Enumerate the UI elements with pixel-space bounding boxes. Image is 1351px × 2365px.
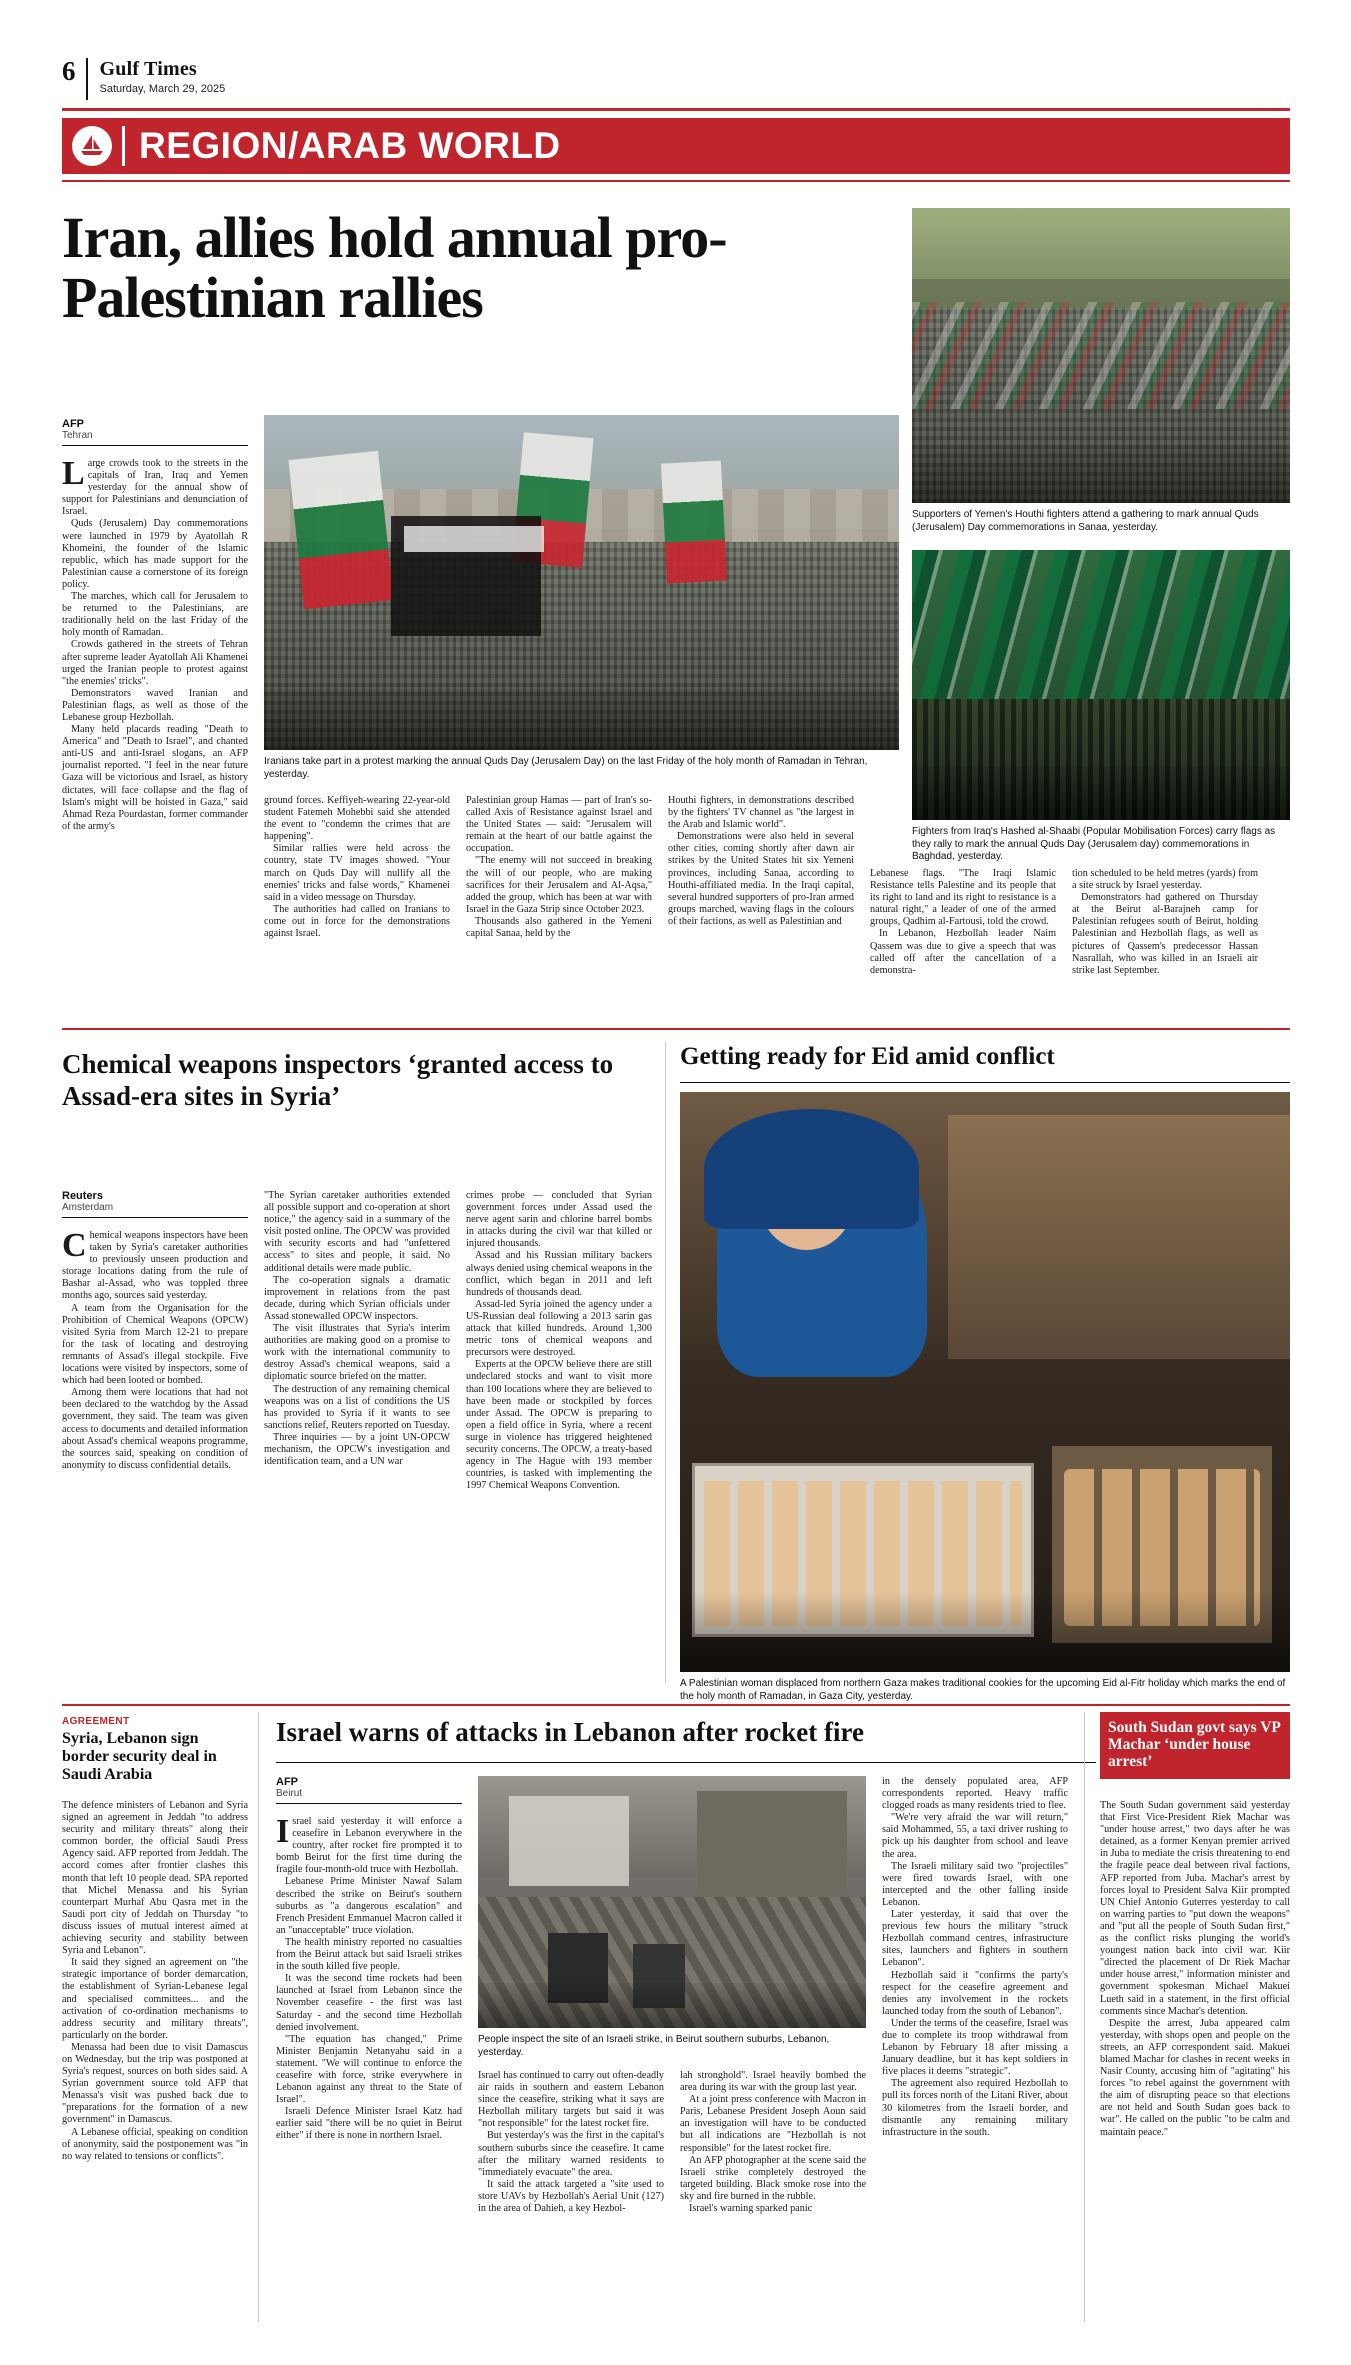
paragraph: "The enemy will not succeed in breaking the will of our people, who are making sacrifices for their Jerusalem and Al-Aqsa," added the group, which has been at war with Israel in the Gaza Strip since October 2023. <box>466 855 652 915</box>
masthead-divider <box>86 58 88 100</box>
lebanon-byline-agency: AFP <box>276 1776 298 1788</box>
paragraph: Quds (Jerusalem) Day commemorations were launched in 1979 by Ayatollah R Khomeini, the founder of the Islamic republic, which has made support for the Palestinian cause a cornerstone of its foreign policy. <box>62 518 248 590</box>
paragraph: Many held placards reading "Death to America" and "Death to Israel", and chanted anti-US and anti-Israel slogans, an AFP journalist reported. "I feel in the near future Gaza will be victorious and Israel, as history dictates, will face collapse and the flag of Islam's might will be hoisted in Gaza," said Ahmad Reza Pourdastan, former commander of the army's <box>62 724 248 832</box>
paragraph: It was the second time rockets had been launched at Israel from Lebanon since the November ceasefire - the first was last Saturday - and the second time Hezbollah denied involvement. <box>276 1973 462 2033</box>
paragraph: Three inquiries — by a joint UN-OPCW mechanism, the OPCW's investigation and identification team, and a UN war <box>264 1431 450 1468</box>
eid-title-rule <box>680 1082 1290 1083</box>
syria-byline <box>62 1190 248 1223</box>
eid-photo-caption: A Palestinian woman displaced from northern Gaza makes traditional cookies for the upcoming Eid al-Fitr holiday which marks the end of the holy month of Ramadan, in Gaza City, yesterday. <box>680 1678 1286 1702</box>
paragraph: The agreement also required Hezbollah to pull its forces north of the Litani River, about 30 kilometres from the Israeli border, and dismantle any remaining military infrastructure in the south. <box>882 2078 1068 2138</box>
paragraph: Similar rallies were held across the country, state TV images showed. "Your march on Quds Day will nullify all the enemies' tricks and false words," Khamenei said in a video message on Thursday. <box>264 843 450 903</box>
paragraph: A team from the Organisation for the Prohibition of Chemical Weapons (OPCW) visited Syria from March 12-21 to prepare for the task of locating and destroying remnants of Assad's illegal stockpile. Five locations were visited by inspectors, some of which had been looted or bombed. <box>62 1302 248 1387</box>
paragraph: The destruction of any remaining chemical weapons was on a list of conditions the US has provided to Syria if it wants to see sanctions relief, Reuters reported on Tuesday. <box>264 1383 450 1431</box>
banner-bottom-rule <box>62 180 1290 182</box>
lead-photo-sanaa <box>912 208 1290 503</box>
paragraph: It said the attack targeted a "site used to store UAVs by Hezbollah's Aerial Unit (127) in the area of Dahieh, a key Hezbol- <box>478 2178 664 2215</box>
lead-photo-sanaa-caption: Supporters of Yemen's Houthi fighters attend a gathering to mark annual Quds (Jerusalem) Day commemorations in Sanaa, yesterday. <box>912 509 1259 533</box>
paragraph: It said they signed an agreement on "the strategic importance of border demarcation, the establishment of Syrian-Lebanese legal and specialised committees... and the activation of co-ordination mechanisms to address security and military threats", particularly on the border. <box>62 1957 248 2041</box>
paragraph: Chemical weapons inspectors have been taken by Syria's caretaker authorities to previously unseen production and storage locations dating from the rule of Bashar al-Assad, who was toppled three months ago, sources said yesterday. <box>62 1227 248 1302</box>
syria-eid-divider <box>665 1042 666 1682</box>
banner-divider <box>122 126 125 166</box>
paragraph: Israeli Defence Minister Israel Katz had earlier said "there will be no quiet in Beirut either" if there is none in northern Israel. <box>276 2106 462 2142</box>
paragraph: The South Sudan government said yesterday that First Vice-President Riek Machar was "under house arrest," two days after he was detained, as a former Kenyan premier arrived in Juba to mediate the crisis threatening to end the fragile peace deal between rival factions, AFP reported from Juba. Machar's arrest by forces loyal to President Salva Kiir prompted UN Chief Antonio Guterres yesterday to call on warring parties to "put down the weapons" and "put all the people of South Sudan first," as the conflict risks plunging the world's youngest nation back into civil war. Kiir "directed the placement of Dr Riek Machar under house arrest," information minister and government spokesman Michael Makuei Lueth said in a statement, in the first official comments since Machar's detention. <box>1100 1800 1290 2017</box>
paragraph: At a joint press conference with Macron in Paris, Lebanese President Joseph Aoun said an investigation will have to be conducted but all indications are "Hezbollah is not responsible" for the latest rocket fire. <box>680 2094 866 2154</box>
paragraph: Large crowds took to the streets in the capitals of Iran, Iraq and Yemen yesterday for the annual show of support for Palestinians and denunciation of Israel. <box>62 455 248 518</box>
agreement-headline: Syria, Lebanon sign border security deal in Saudi Arabia <box>62 1730 217 1783</box>
paragraph: Demonstrators waved Iranian and Palestinian flags, as well as those of the Lebanese group Hezbollah. <box>62 687 248 723</box>
paragraph: A Lebanese official, speaking on condition of anonymity, said the postponement was "in no way related to tensions or conflicts". <box>62 2126 248 2162</box>
paragraph: Houthi fighters, in demonstrations described by the fighters' TV channel as "the largest in the Arab and Islamic world". <box>668 795 854 831</box>
agreement-kicker: AGREEMENT <box>62 1716 130 1727</box>
lebanon-byline <box>276 1776 462 1809</box>
top-rule <box>62 108 1290 111</box>
section-title: REGION/ARAB WORLD <box>139 125 561 166</box>
paragraph: Thousands also gathered in the Yemeni capital Sanaa, held by the <box>466 915 652 940</box>
lebanon-byline-place: Beirut <box>276 1788 303 1799</box>
lead-byline-agency: AFP <box>62 418 84 430</box>
middle-section-rule <box>62 1704 1290 1706</box>
paragraph: Palestinian group Hamas — part of Iran's so-called Axis of Resistance against Israel and the United States — said: "Jerusalem will remain at the heart of our battle against the occupation. <box>466 795 652 855</box>
paragraph: The authorities had called on Iranians to come out in force for the demonstrations against Israel. <box>264 903 450 940</box>
paragraph: Assad and his Russian military backers always denied using chemical weapons in the conflict, which began in 2011 and left hundreds of thousands dead. <box>466 1250 652 1298</box>
syria-column-2 <box>264 1190 450 1468</box>
syria-byline-agency: Reuters <box>62 1190 103 1202</box>
lebanon-photo <box>478 1776 866 2028</box>
paragraph: Lebanese flags. "The Iraqi Islamic Resistance tells Palestine and its people that its right to land and its right to resistance is a natural right," a leader of one of the armed groups, Qadhim al-Fartousi, told the crowd. <box>870 868 1056 928</box>
paragraph: Hezbollah said it "confirms the party's respect for the ceasefire agreement and denies any involvement in the rockets launched today from the south of Lebanon". <box>882 1969 1068 2017</box>
paragraph: The health ministry reported no casualties from the Beirut attack but said Israeli strikes in the south killed five people. <box>276 1936 462 1973</box>
paragraph: Under the terms of the ceasefire, Israel was due to complete its troop withdrawal from Lebanon by February 18 after missing a January deadline, but it has kept soldiers in five places it deems "strategic". <box>882 2017 1068 2078</box>
lead-byline-place: Tehran <box>62 430 93 441</box>
lead-column-3 <box>466 795 652 940</box>
sailboat-icon <box>66 120 118 172</box>
lead-column-2 <box>264 795 450 940</box>
southsudan-headline: South Sudan govt says VP Machar ‘under house arrest’ <box>1100 1712 1290 1779</box>
lead-main-photo <box>264 415 899 750</box>
lead-headline: Iran, allies hold annual pro-Palestinian rallies <box>62 205 727 330</box>
paragraph: "We're very afraid the war will return," said Mohammed, 55, a taxi driver rushing to pick up his daughter from school and leave the area. <box>882 1812 1068 1860</box>
agreement-lebanon-divider <box>258 1712 259 2322</box>
paragraph: Despite the arrest, Juba appeared calm yesterday, with shops open and people on the streets, an AFP correspondent said. Makuei blamed Machar for clashes in recent weeks in Nasir County, accusing him of "agitating" his forces "to rebel against the government with the aim of disrupting peace so that elections are not held and South Sudan goes back to war". He called on the public "to be calm and maintain peace." <box>1100 2017 1290 2138</box>
lebanon-column-2 <box>478 2070 664 2215</box>
paragraph: Demonstrators had gathered on Thursday at the Beirut al-Barajneh camp for Palestinian refugees south of Beirut, holding Palestinian and Hezbollah flags, as well as pictures of Qassem's predecessor Hassan Nasrallah, who was killed in an Israeli air strike last September. <box>1072 892 1258 976</box>
paragraph: ground forces. Keffiyeh-wearing 22-year-old student Fatemeh Mohebbi said she attended the event to "condemn the crimes that are happening". <box>264 795 450 843</box>
paragraph: An AFP photographer at the scene said the Israeli strike completely destroyed the targeted building. Black smoke rose into the sky and fire burned in the rubble. <box>680 2154 866 2202</box>
paragraph: Experts at the OPCW believe there are still undeclared stocks and want to visit more than 100 locations where they are believed to have been made or stockpiled by forces under Assad. The OPCW is preparing to open a field office in Syria, where a recent surge in violence has triggered heightened security concerns. The OPCW, a treaty-based agency in The Hague with 193 member countries, is tasked with implementing the 1997 Chemical Weapons Convention. <box>466 1359 652 1492</box>
masthead <box>62 58 1290 106</box>
lead-column-6 <box>1072 868 1258 977</box>
lead-main-photo-caption: Iranians take part in a protest marking the annual Quds Day (Jerusalem Day) on the last Friday of the holy month of Ramadan in Tehran, yesterday. <box>264 756 868 780</box>
lebanon-column-3 <box>680 2070 866 2215</box>
lead-column-1 <box>62 455 248 832</box>
paragraph: But yesterday's was the first in the capital's southern suburbs since the ceasefire. It came after the military warned residents to "immediately evacuate" the area. <box>478 2130 664 2178</box>
lead-byline <box>62 418 248 451</box>
lebanon-headline-rule <box>276 1762 1096 1763</box>
paragraph: Assad-led Syria joined the agency under a US-Russian deal following a 2013 sarin gas attack that killed hundreds. Around 1,300 metric tons of chemical weapons and precursors were destroyed. <box>466 1298 652 1359</box>
lebanon-southsudan-divider <box>1084 1712 1085 2322</box>
paragraph: "The Syrian caretaker authorities extended all possible support and co-operation at short notice," the agency said in a summary of the visit posted online. The OPCW was provided with security escorts and had "unfettered access" to sites and people, it said. No additional details were made public. <box>264 1190 450 1274</box>
agreement-body <box>62 1800 248 2163</box>
paragraph: Crowds gathered in the streets of Tehran after supreme leader Ayatollah Ali Khamenei urged the Iranian people to protest against "the enemies' tricks". <box>62 639 248 687</box>
lead-story-bottom-rule <box>62 1028 1290 1030</box>
paragraph: Among them were locations that had not been declared to the watchdog by the Assad government, they said. The team was given access to documents and detailed information about Assad's chemical weapons programme, the sources said, speaking on condition of anonymity to discuss confidential details. <box>62 1387 248 1471</box>
paragraph: Later yesterday, it said that over the previous few hours the military "struck Hezbollah command centres, infrastructure sites, launchers and fighters in southern Lebanon". <box>882 1909 1068 1969</box>
paragraph: Israel has continued to carry out often-deadly air raids in southern and eastern Lebanon since the ceasefire, striking what it says are Hezbollah military targets but said it was "not responsible" for the latest rocket fire. <box>478 2070 664 2130</box>
lebanon-headline: Israel warns of attacks in Lebanon after rocket fire <box>276 1717 864 1747</box>
paragraph: Menassa had been due to visit Damascus on Wednesday, but the trip was postponed at Syria's request, sources on both sides said. A Syrian government source told AFP that Menassa's visit was pushed back due to "preparations for the formation of a new government" in Damascus. <box>62 2041 248 2126</box>
syria-byline-place: Amsterdam <box>62 1202 114 1213</box>
paragraph: In Lebanon, Hezbollah leader Naim Qassem was due to give a speech that was called off after the cancellation of a demonstra- <box>870 928 1056 976</box>
syria-column-3 <box>466 1190 652 1492</box>
eid-photo <box>680 1092 1290 1672</box>
paragraph: The visit illustrates that Syria's interim authorities are making good on a promise to work with the international community to destroy Assad's chemical weapons, said a diplomatic source briefed on the matter. <box>264 1323 450 1383</box>
section-banner <box>62 118 1290 174</box>
lead-column-4 <box>668 795 854 928</box>
paragraph: tion scheduled to be held metres (yards) from a site struck by Israel yesterday. <box>1072 868 1258 892</box>
lebanon-column-1 <box>276 1813 462 2143</box>
paper-title: Gulf Times <box>99 58 197 80</box>
paragraph: lah stronghold". Israel heavily bombed the area during its war with the group last year. <box>680 2070 866 2094</box>
paper-date: Saturday, March 29, 2025 <box>99 83 226 95</box>
lead-column-5 <box>870 868 1056 977</box>
lebanon-column-4 <box>882 1776 1068 2139</box>
paragraph: Demonstrations were also held in several other cities, coming shortly after dawn air strikes by the United States hit six Yemeni provinces, including Sanaa, according to Houthi-affiliated media. In the Iraqi capital, several hundred supporters of pro-Iran armed groups marched, waving flags in the colours of their factions, as well as Palestinian and <box>668 831 854 927</box>
paragraph: The Israeli military said two "projectiles" were fired towards Israel, with one intercepted and the other falling inside Lebanon. <box>882 1860 1068 1908</box>
paragraph: The co-operation signals a dramatic improvement in relations from the past decade, during which Syrian officials under Assad stonewalled OPCW inspectors. <box>264 1274 450 1322</box>
paragraph: crimes probe — concluded that Syrian government forces under Assad used the nerve agent sarin and chlorine barrel bombs in attacks during the civil war that killed or injured thousands. <box>466 1190 652 1250</box>
syria-column-1 <box>62 1227 248 1472</box>
lead-photo-baghdad <box>912 550 1290 820</box>
paragraph: Israel's warning sparked panic <box>689 2203 813 2215</box>
paragraph: The marches, which call for Jerusalem to be returned to the Palestinians, are traditionally held on the last Friday of the holy month of Ramadan. <box>62 591 248 639</box>
lead-photo-baghdad-caption: Fighters from Iraq's Hashed al-Shaabi (Popular Mobilisation Forces) carry flags as they rally to mark the annual Quds Day (Jerusalem day) commemorations in Baghdad, yesterday. <box>912 826 1276 862</box>
southsudan-body <box>1100 1800 1290 2139</box>
paragraph: Israel said yesterday it will enforce a ceasefire in Lebanon everywhere in the country, after rocket fire prompted it to bomb Beirut for the first time during the fragile four-month-old truce with Hezbollah. <box>276 1813 462 1876</box>
page-number: 6 <box>62 56 76 86</box>
eid-title: Getting ready for Eid amid conflict <box>680 1043 1055 1070</box>
syria-headline: Chemical weapons inspectors ‘granted access to Assad-era sites in Syria’ <box>62 1049 614 1111</box>
paragraph: The defence ministers of Lebanon and Syria signed an agreement in Jeddah "to address security and military threats" along their common border, the official Saudi Press Agency said. AFP reported from Jeddah. The accord comes after frontier clashes this month that left 10 people dead. SPA reported that Michel Menassa and his Syrian counterpart Murhaf Abu Qasra met in the Saudi port city of Jeddah on Thursday "to discuss issues of mutual interest aimed at achieving security and stability between Syria and Lebanon". <box>62 1800 248 1957</box>
paragraph: in the densely populated area, AFP correspondents reported. Heavy traffic clogged roads as many residents tried to flee. <box>882 1776 1068 1812</box>
lebanon-photo-caption: People inspect the site of an Israeli strike, in Beirut southern suburbs, Lebanon, yesterday. <box>478 2034 830 2058</box>
paragraph: Lebanese Prime Minister Nawaf Salam described the strike on Beirut's southern suburbs as "a dangerous escalation" and French President Emmanuel Macron called it an "unacceptable" truce violation. <box>276 1876 462 1936</box>
paragraph: "The equation has changed," Prime Minister Benjamin Netanyahu said in a statement. "We will continue to enforce the ceasefire with force, strike everywhere in Lebanon against any threat to the State of Israel". <box>276 2033 462 2106</box>
